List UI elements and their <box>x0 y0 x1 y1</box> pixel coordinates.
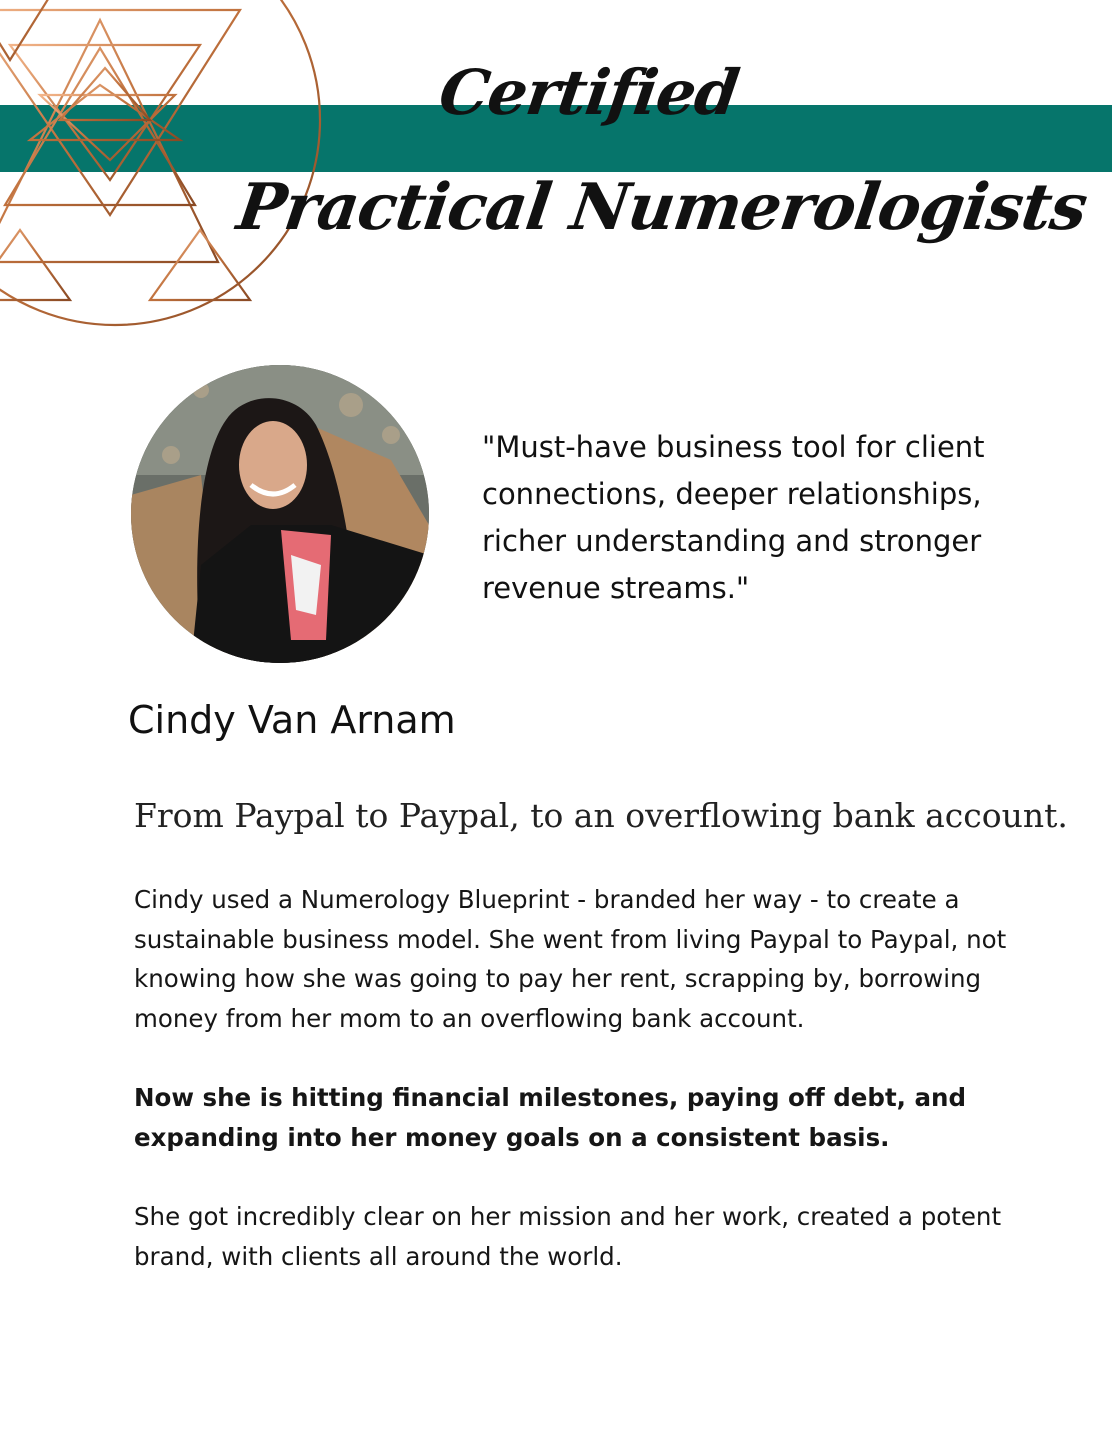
title-practical-numerologists: Practical Numerologists <box>232 170 1092 245</box>
story-paragraph-1: Cindy used a Numerology Blueprint - branded her way - to create a sustainable business model. She went from living Paypal to Paypal, not knowing how she was going to pay her rent, scrapping by, borrowing money from her mom to an overflowing bank account. <box>134 885 1007 1033</box>
avatar <box>131 365 429 663</box>
title-certified: Certified <box>434 56 743 129</box>
story-paragraph-2: Now she is hitting financial milestones, paying off debt, and expanding into her money goals on a consistent basis. <box>134 1083 967 1152</box>
testimonial-quote: "Must-have business tool for client connections, deeper relationships, richer understanding and stronger revenue streams." <box>482 430 985 605</box>
story-headline: From Paypal to Paypal, to an overflowing bank account. <box>134 796 1068 835</box>
testimonial-name: Cindy Van Arnam <box>128 698 456 742</box>
story-paragraph-3: She got incredibly clear on her mission and her work, created a potent brand, with clients all around the world. <box>134 1202 1002 1271</box>
